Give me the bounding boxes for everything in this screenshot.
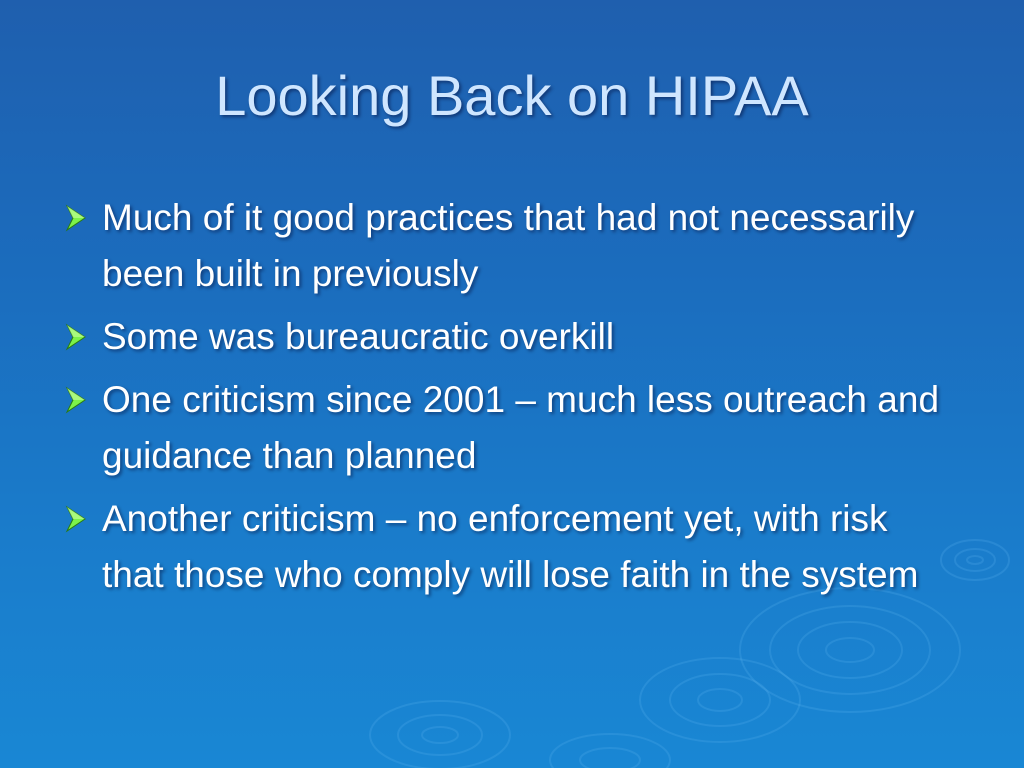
bullet-text: Another criticism – no enforcement yet, with risk that those who comply will lose faith in the system (102, 498, 919, 595)
bullet-text: One criticism since 2001 – much less outreach and guidance than planned (102, 379, 940, 476)
slide-title: Looking Back on HIPAA (215, 64, 809, 127)
chevron-right-arrow-icon (64, 204, 88, 232)
bullet-list (62, 190, 942, 610)
chevron-right-arrow-icon (64, 323, 88, 351)
chevron-right-arrow-icon (64, 386, 88, 414)
bullet-item (62, 372, 942, 484)
bullet-text: Much of it good practices that had not necessarily been built in previously (102, 197, 915, 294)
bullet-text: Some was bureaucratic overkill (102, 316, 615, 357)
bullet-item (62, 190, 942, 302)
bullet-item (62, 491, 942, 603)
bullet-item (62, 309, 942, 365)
chevron-right-arrow-icon (64, 505, 88, 533)
